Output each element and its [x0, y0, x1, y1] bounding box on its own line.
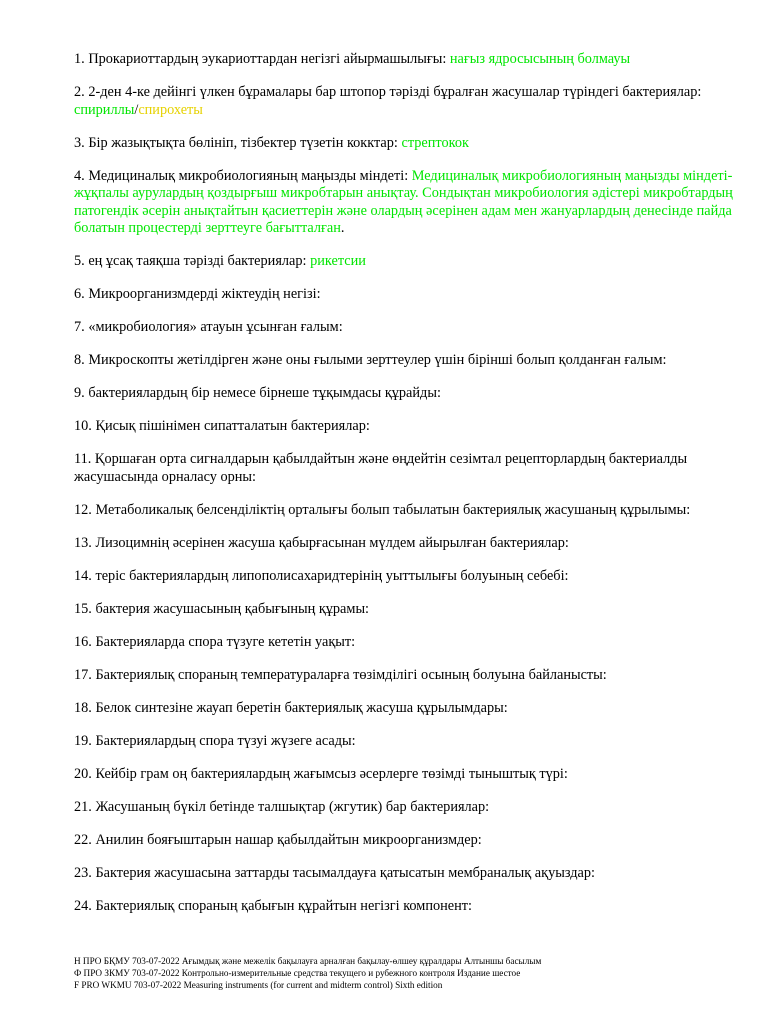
- question-1: [74, 51, 736, 69]
- question-number: 1.: [74, 51, 85, 67]
- question-text: Анилин бояғыштарын нашар қабылдайтын микроорганизмдер:: [95, 831, 482, 848]
- question-text: Лизоцимнің әсерінен жасуша қабырғасынан мүлдем айырылған бактериялар:: [95, 534, 569, 551]
- question-number: 16.: [74, 633, 92, 650]
- question-number: 18.: [74, 699, 92, 716]
- question-19: [74, 733, 736, 751]
- question-number: 15.: [74, 600, 92, 617]
- question-number: 23.: [74, 864, 92, 881]
- question-text: Бір жазықтықта бөлініп, тізбектер түзетін кокктар:: [88, 134, 398, 151]
- question-number: 17.: [74, 666, 92, 683]
- question-number: 21.: [74, 798, 92, 815]
- question-number: 7.: [74, 319, 85, 335]
- footer-line-en: F PRO WKMU 703-07-2022 Measuring instruments (for current and midterm control) Sixth edition: [74, 980, 443, 990]
- question-number: 22.: [74, 831, 92, 848]
- question-9: [74, 385, 736, 403]
- question-text: бактериялардың бір немесе бірнеше тұқымдасы құрайды:: [88, 385, 441, 401]
- question-23: [74, 865, 736, 883]
- question-text: Бактериялардың спора түзуі жүзеге асады:: [95, 732, 356, 749]
- question-17: [74, 667, 736, 685]
- question-18: [74, 700, 736, 718]
- question-13: [74, 535, 736, 553]
- answer-text-alt: спирохеты: [138, 101, 203, 118]
- question-22: [74, 832, 736, 850]
- question-21: [74, 799, 736, 817]
- question-10: [74, 418, 736, 436]
- question-5: [74, 253, 736, 271]
- question-number: 12.: [74, 501, 92, 518]
- question-number: 9.: [74, 385, 85, 401]
- question-text: Бактерия жасушасына заттарды тасымалдауға қатысатын мембраналық ақуыздар:: [95, 864, 595, 881]
- question-7: [74, 319, 736, 337]
- question-number: 5.: [74, 253, 85, 269]
- question-3: [74, 135, 736, 153]
- answer-tail: .: [340, 220, 345, 236]
- question-text: Бактериялық спораның қабығын құрайтын негізгі компонент:: [95, 897, 473, 914]
- question-text: Микроорганизмдерді жіктеудің негізі:: [88, 286, 321, 302]
- question-number: 14.: [74, 567, 92, 584]
- question-text: 2-ден 4-ке дейінгі үлкен бұрамалары бар штопор тәрізді бұралған жасушалар түріндегі бактериялар:: [88, 84, 702, 100]
- document-footer: [74, 955, 754, 991]
- question-text: Қоршаған орта сигналдарын қабылдайтын және өңдейтін сезімтал рецепторлардың бактериалды жасушасында орналасу орны:: [74, 451, 688, 485]
- question-number: 6.: [74, 286, 85, 302]
- question-11: [74, 451, 736, 486]
- question-text: Метаболикалық белсенділіктің орталығы болып табылатын бактериялық жасушаның құрылымы:: [95, 501, 691, 518]
- question-text: теріс бактериялардың липополисахаридтерінің уыттылығы болуының себебі:: [95, 567, 569, 584]
- question-text: Жасушаның бүкіл бетінде талшықтар (жгутик) бар бактериялар:: [95, 798, 490, 815]
- question-6: [74, 286, 736, 304]
- question-15: [74, 601, 736, 619]
- answer-text: спириллы: [74, 101, 135, 118]
- question-text: ең ұсақ таяқша тәрізді бактериялар:: [88, 253, 307, 269]
- answer-text: рикетсии: [310, 253, 366, 269]
- question-8: [74, 352, 736, 370]
- question-text: Микроскопты жетілдірген және оны ғылыми зерттеулер үшін бірінші болып қолданған ғалым:: [88, 352, 667, 368]
- question-text: Бактериялық спораның температураларға төзімділігі осының болуына байланысты:: [95, 666, 607, 683]
- question-number: 19.: [74, 732, 92, 749]
- question-number: 11.: [74, 451, 92, 467]
- answer-text: нағыз ядросысының болмауы: [449, 51, 631, 67]
- question-text: Қисық пішінімен сипатталатын бактериялар:: [95, 418, 370, 434]
- answer-text: Медициналық микробиологияның маңызды міндеті-жұқпалы аурулардың қоздырғыш микробтарын анықтау. Сондықтан микробиология әдістері микробтардың патогендік әсерін анықтайтын қасиеттерін және олардың әсерінен адам мен жануарлардың денесінде пайда болатын процестерді зерттеуге бағытталған: [74, 167, 733, 236]
- question-number: 4.: [74, 167, 85, 184]
- question-text: «микробиология» атауын ұсынған ғалым:: [88, 319, 343, 335]
- question-24: [74, 898, 736, 916]
- answer-text: стрептокок: [401, 134, 469, 151]
- footer-line-kz: Н ПРО БҚМУ 703-07-2022 Ағымдық және межелік бақылауға арналған бақылау-өлшеу құралдары Алтыншы басылым: [74, 956, 542, 966]
- question-list: [74, 51, 736, 931]
- question-text: Прокариоттардың эукариоттардан негізгі айырмашылығы:: [88, 51, 447, 67]
- question-4: [74, 168, 736, 238]
- question-text: Белок синтезіне жауап беретін бактериялық жасуша құрылымдары:: [95, 699, 508, 716]
- question-number: 3.: [74, 134, 85, 151]
- question-number: 8.: [74, 352, 85, 368]
- question-2: [74, 84, 736, 119]
- answer-separator: /: [134, 101, 139, 118]
- question-number: 20.: [74, 765, 92, 782]
- question-number: 24.: [74, 897, 92, 914]
- question-number: 2.: [74, 84, 85, 100]
- question-text: бактерия жасушасының қабығының құрамы:: [95, 600, 370, 617]
- question-text: Кейбір грам оң бактериялардың жағымсыз әсерлерге төзімді тыныштық түрі:: [95, 765, 568, 782]
- question-16: [74, 634, 736, 652]
- question-20: [74, 766, 736, 784]
- question-text: Бактерияларда спора түзуге кететін уақыт:: [95, 633, 356, 650]
- footer-line-ru: Ф ПРО ЗКМУ 703-07-2022 Контрольно-измерительные средства текущего и рубежного контроля Издание шестое: [74, 968, 521, 978]
- question-number: 13.: [74, 534, 92, 551]
- question-14: [74, 568, 736, 586]
- question-number: 10.: [74, 418, 92, 434]
- question-text: Медициналық микробиологияның маңызды міндеті:: [88, 167, 409, 184]
- question-12: [74, 502, 736, 520]
